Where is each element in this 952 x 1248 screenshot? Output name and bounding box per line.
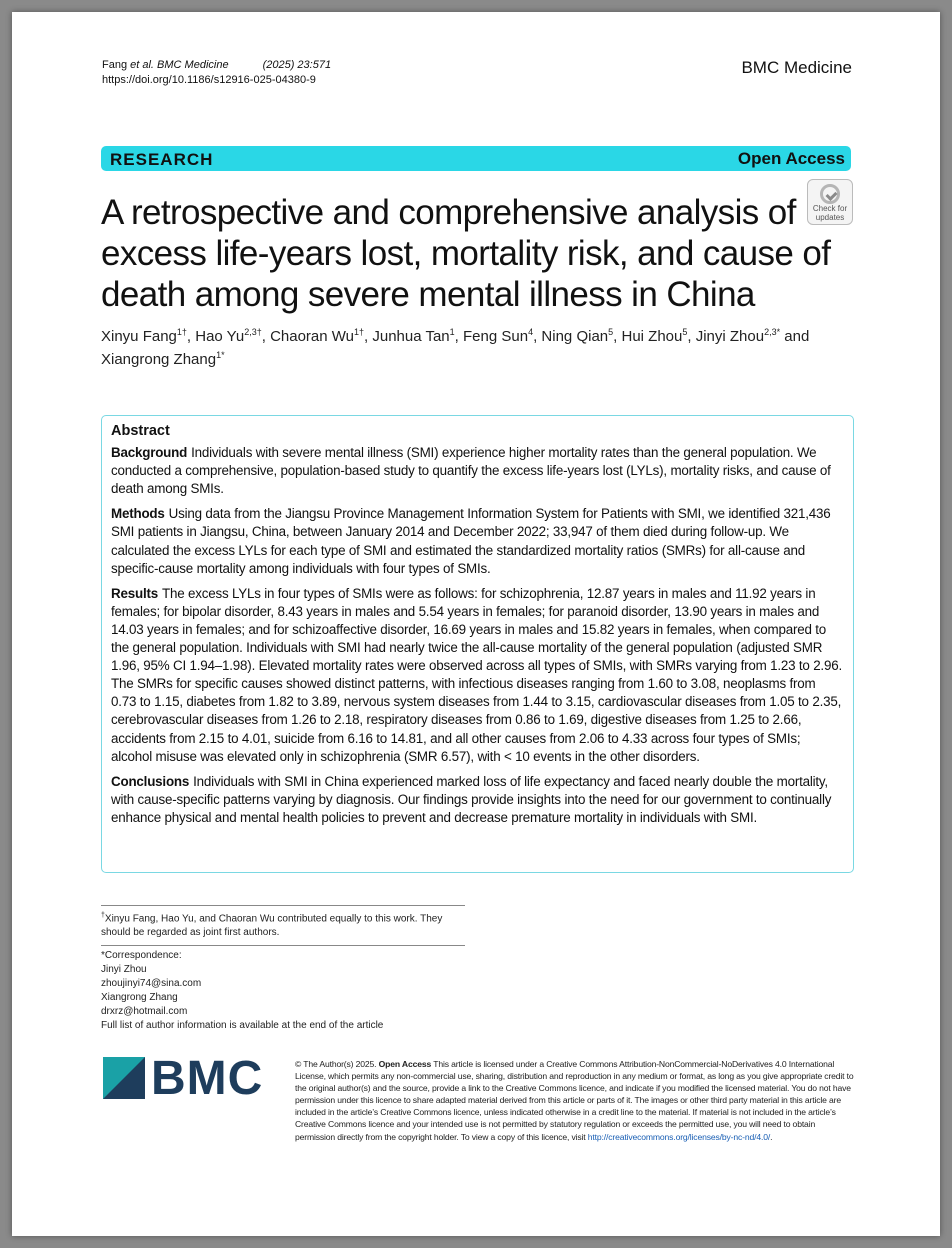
- author-affiliation: 4: [528, 327, 534, 337]
- author-list: Xinyu Fang$^{1\dagger}$, Hao $Yu^{2,3\dagger}$, Chaoran $Wu^{1\dagger}$, Junhua Tan$^1$, Feng Sun$^4$, Ning Qian$^5$, Hui Zhou$^5$, Jinyi Zhou$^{2,3*}$ and Xiangrong Zhang$^{1*}$: [101, 327, 810, 368]
- corresponding-email-2[interactable]: drxrz@hotmail.com: [101, 1006, 188, 1018]
- abstract-background: [111, 444, 844, 498]
- bmc-logo-text: BMC: [151, 1052, 264, 1105]
- dagger-marker: †: [101, 912, 105, 919]
- author-affiliation: 2,3†: [244, 327, 262, 337]
- author: [195, 328, 261, 345]
- abstract-methods: [111, 505, 844, 577]
- abstract-box: [101, 415, 854, 873]
- author: [372, 328, 454, 345]
- citation-line: [102, 58, 331, 73]
- conclusions-text: Individuals with SMI in China experienced marked loss of life expectancy and faced nearly double the mortality, with cause-specific patterns varying by diagnosis. Our findings provide insights into the need for our government to continually enhance physical and mental health policies to prevent and decrease premature mortality in individuals with SMI.: [111, 773, 832, 825]
- corresponding-author-1: Jinyi Zhou: [101, 964, 147, 976]
- author: [101, 328, 187, 345]
- article-type-banner: [101, 146, 851, 171]
- author: [101, 351, 225, 368]
- results-text: The excess LYLs in four types of SMIs were as follows: for schizophrenia, 12.87 years in males and 11.92 years in females; for bipolar disorder, 8.43 years in males and 5.54 years in females; for paranoid disorder, 13.90 years in males and 14.03 years in females; and for schizoaffective disorder, 16.69 years in males and 15.82 years in females, when compared to the general population. Individuals with SMI had nearly twice the all-cause mortality of the general population (adjusted SMR 1.96, 95% CI 1.94–1.98). Elevated mortality rates were observed across all types of SMIs, with SMRs varying from 1.23 to 2.96. The SMRs for specific causes showed distinct patterns, with infectious diseases ranging from 1.60 to 3.08, neoplasms from 0.73 to 1.15, diabetes from 1.82 to 3.89, nervous system diseases from 1.44 to 3.15, cardiovascular diseases from 1.05 to 2.35, cerebrovascular diseases from 1.26 to 2.18, respiratory diseases from 0.86 to 1.69, digestive diseases from 1.25 to 2.66, accidents from 2.15 to 4.01, suicide from 6.16 to 14.81, and all other causes from 2.06 to 4.33 across four types of SMIs; alcohol misuse was elevated only in schizophrenia (SMR 6.57), with < 10 events in the other disorders.: [111, 585, 842, 764]
- author-affiliation: 1†: [354, 327, 365, 337]
- citation-year: (2025) 23:571: [262, 59, 332, 71]
- open-access-bold: Open Access: [378, 1059, 432, 1069]
- author-affiliation: 5: [608, 327, 614, 337]
- author: [463, 328, 533, 345]
- author: [270, 328, 364, 345]
- article-type-label: RESEARCH: [110, 150, 214, 169]
- open-access-label: Open Access: [737, 149, 845, 168]
- author-info-note: Full list of author information is available at the end of the article: [101, 1020, 384, 1032]
- check-updates-line1: Check for: [812, 204, 848, 213]
- author-name: Feng Sun: [463, 328, 529, 345]
- author: [696, 328, 780, 345]
- author-affiliation: 1: [449, 327, 455, 337]
- author-affiliation: 5: [682, 327, 688, 337]
- corresponding-email-1[interactable]: zhoujinyi74@sina.com: [101, 978, 202, 990]
- check-updates-line2: updates: [815, 213, 845, 222]
- author-name: Chaoran Wu: [270, 328, 354, 345]
- citation-prefix: Fang: [102, 59, 131, 71]
- article-page: [12, 12, 940, 1236]
- author-name: Xinyu Fang: [101, 328, 177, 345]
- correspondence-label: *Correspondence:: [101, 950, 182, 962]
- citation-journal: et al. BMC Medicine: [130, 59, 229, 71]
- bmc-logo-icon: [103, 1057, 145, 1099]
- abstract-results: [111, 585, 844, 766]
- methods-text: Using data from the Jiangsu Province Management Information System for Patients with SMI, we identified 321,436 SMI patients in Jiangsu, China, between January 2014 and December 2022; 33,947 of them died during follow-up. We calculated the excess LYLs for each type of SMI and estimated the standardized mortality ratios (SMRs) for all-cause and specific-cause mortality among individuals with four types of SMIs.: [111, 506, 831, 576]
- equal-contribution-text: Xinyu Fang, Hao Yu, and Chaoran Wu contributed equally to this work. They should be regarded as joint first authors.: [101, 913, 443, 939]
- doi-link[interactable]: https://doi.org/10.1186/s12916-025-04380-9: [102, 74, 316, 86]
- abstract-heading: Abstract: [111, 423, 170, 439]
- corresponding-author-2: Xiangrong Zhang: [101, 992, 178, 1004]
- author-affiliation: 1*: [216, 350, 225, 360]
- author: [621, 328, 687, 345]
- conclusions-label: Conclusions: [111, 773, 190, 789]
- background-label: Background: [111, 445, 188, 461]
- equal-contribution-note: [101, 906, 465, 945]
- abstract-conclusions: [111, 773, 844, 827]
- journal-name: BMC Medicine: [741, 58, 852, 77]
- copyright-text: © The Author(s) 2025.: [295, 1059, 377, 1069]
- author: [541, 328, 613, 345]
- license-link[interactable]: http://creativecommons.org/licenses/by-nc-nd/4.0/: [587, 1131, 771, 1142]
- author-name: Hao Yu: [195, 328, 245, 345]
- citation-header: [102, 58, 331, 88]
- bmc-logo: [103, 1052, 273, 1105]
- author-name: Xiangrong Zhang: [101, 351, 217, 368]
- author-name: Hui Zhou: [621, 328, 683, 345]
- author-name: Ning Qian: [541, 328, 609, 345]
- license-text: This article is licensed under a Creative Commons Attribution-NonCommercial-NoDerivatives 4.0 International License, which permits any non-commercial use, sharing, distribution and reproduction in any medium or format, as long as you give appropriate credit to the original author(s) and the source, provide a link to the Creative Commons licence, and indicate if you modified the licensed material. You do not have permission under this licence to share adapted material derived from this article or parts of it. The images or other third party material in this article are included in the article’s Creative Commons licence, unless indicated otherwise in a credit line to the material. If material is not included in the article’s Creative Commons licence and your intended use is not permitted by statutory regulation or exceeds the permitted use, you will need to obtain permission directly from the copyright holder. To view a copy of this licence, visit: [295, 1059, 854, 1142]
- license-statement: [295, 1058, 855, 1143]
- background-text: Individuals with severe mental illness (SMI) experience higher mortality rates than the general population. We conducted a comprehensive, population-based study to quantify the excess life-years lost (LYLs), mortality risks, and cause of death among SMIs.: [111, 445, 831, 497]
- license-end: .: [770, 1131, 773, 1142]
- footnotes: [101, 905, 465, 1033]
- article-title: A retrospective and comprehensive analysis of excess life-years lost, mortality risk, and cause of death among severe mental illness in China: [101, 193, 831, 314]
- author-name: Junhua Tan: [372, 328, 450, 345]
- correspondence-block: [101, 946, 465, 1033]
- author-name: Jinyi Zhou: [695, 328, 765, 345]
- author-affiliation: 1†: [176, 327, 187, 337]
- methods-label: Methods: [111, 506, 165, 522]
- author-affiliation: 2,3*: [764, 327, 781, 337]
- results-label: Results: [111, 585, 158, 601]
